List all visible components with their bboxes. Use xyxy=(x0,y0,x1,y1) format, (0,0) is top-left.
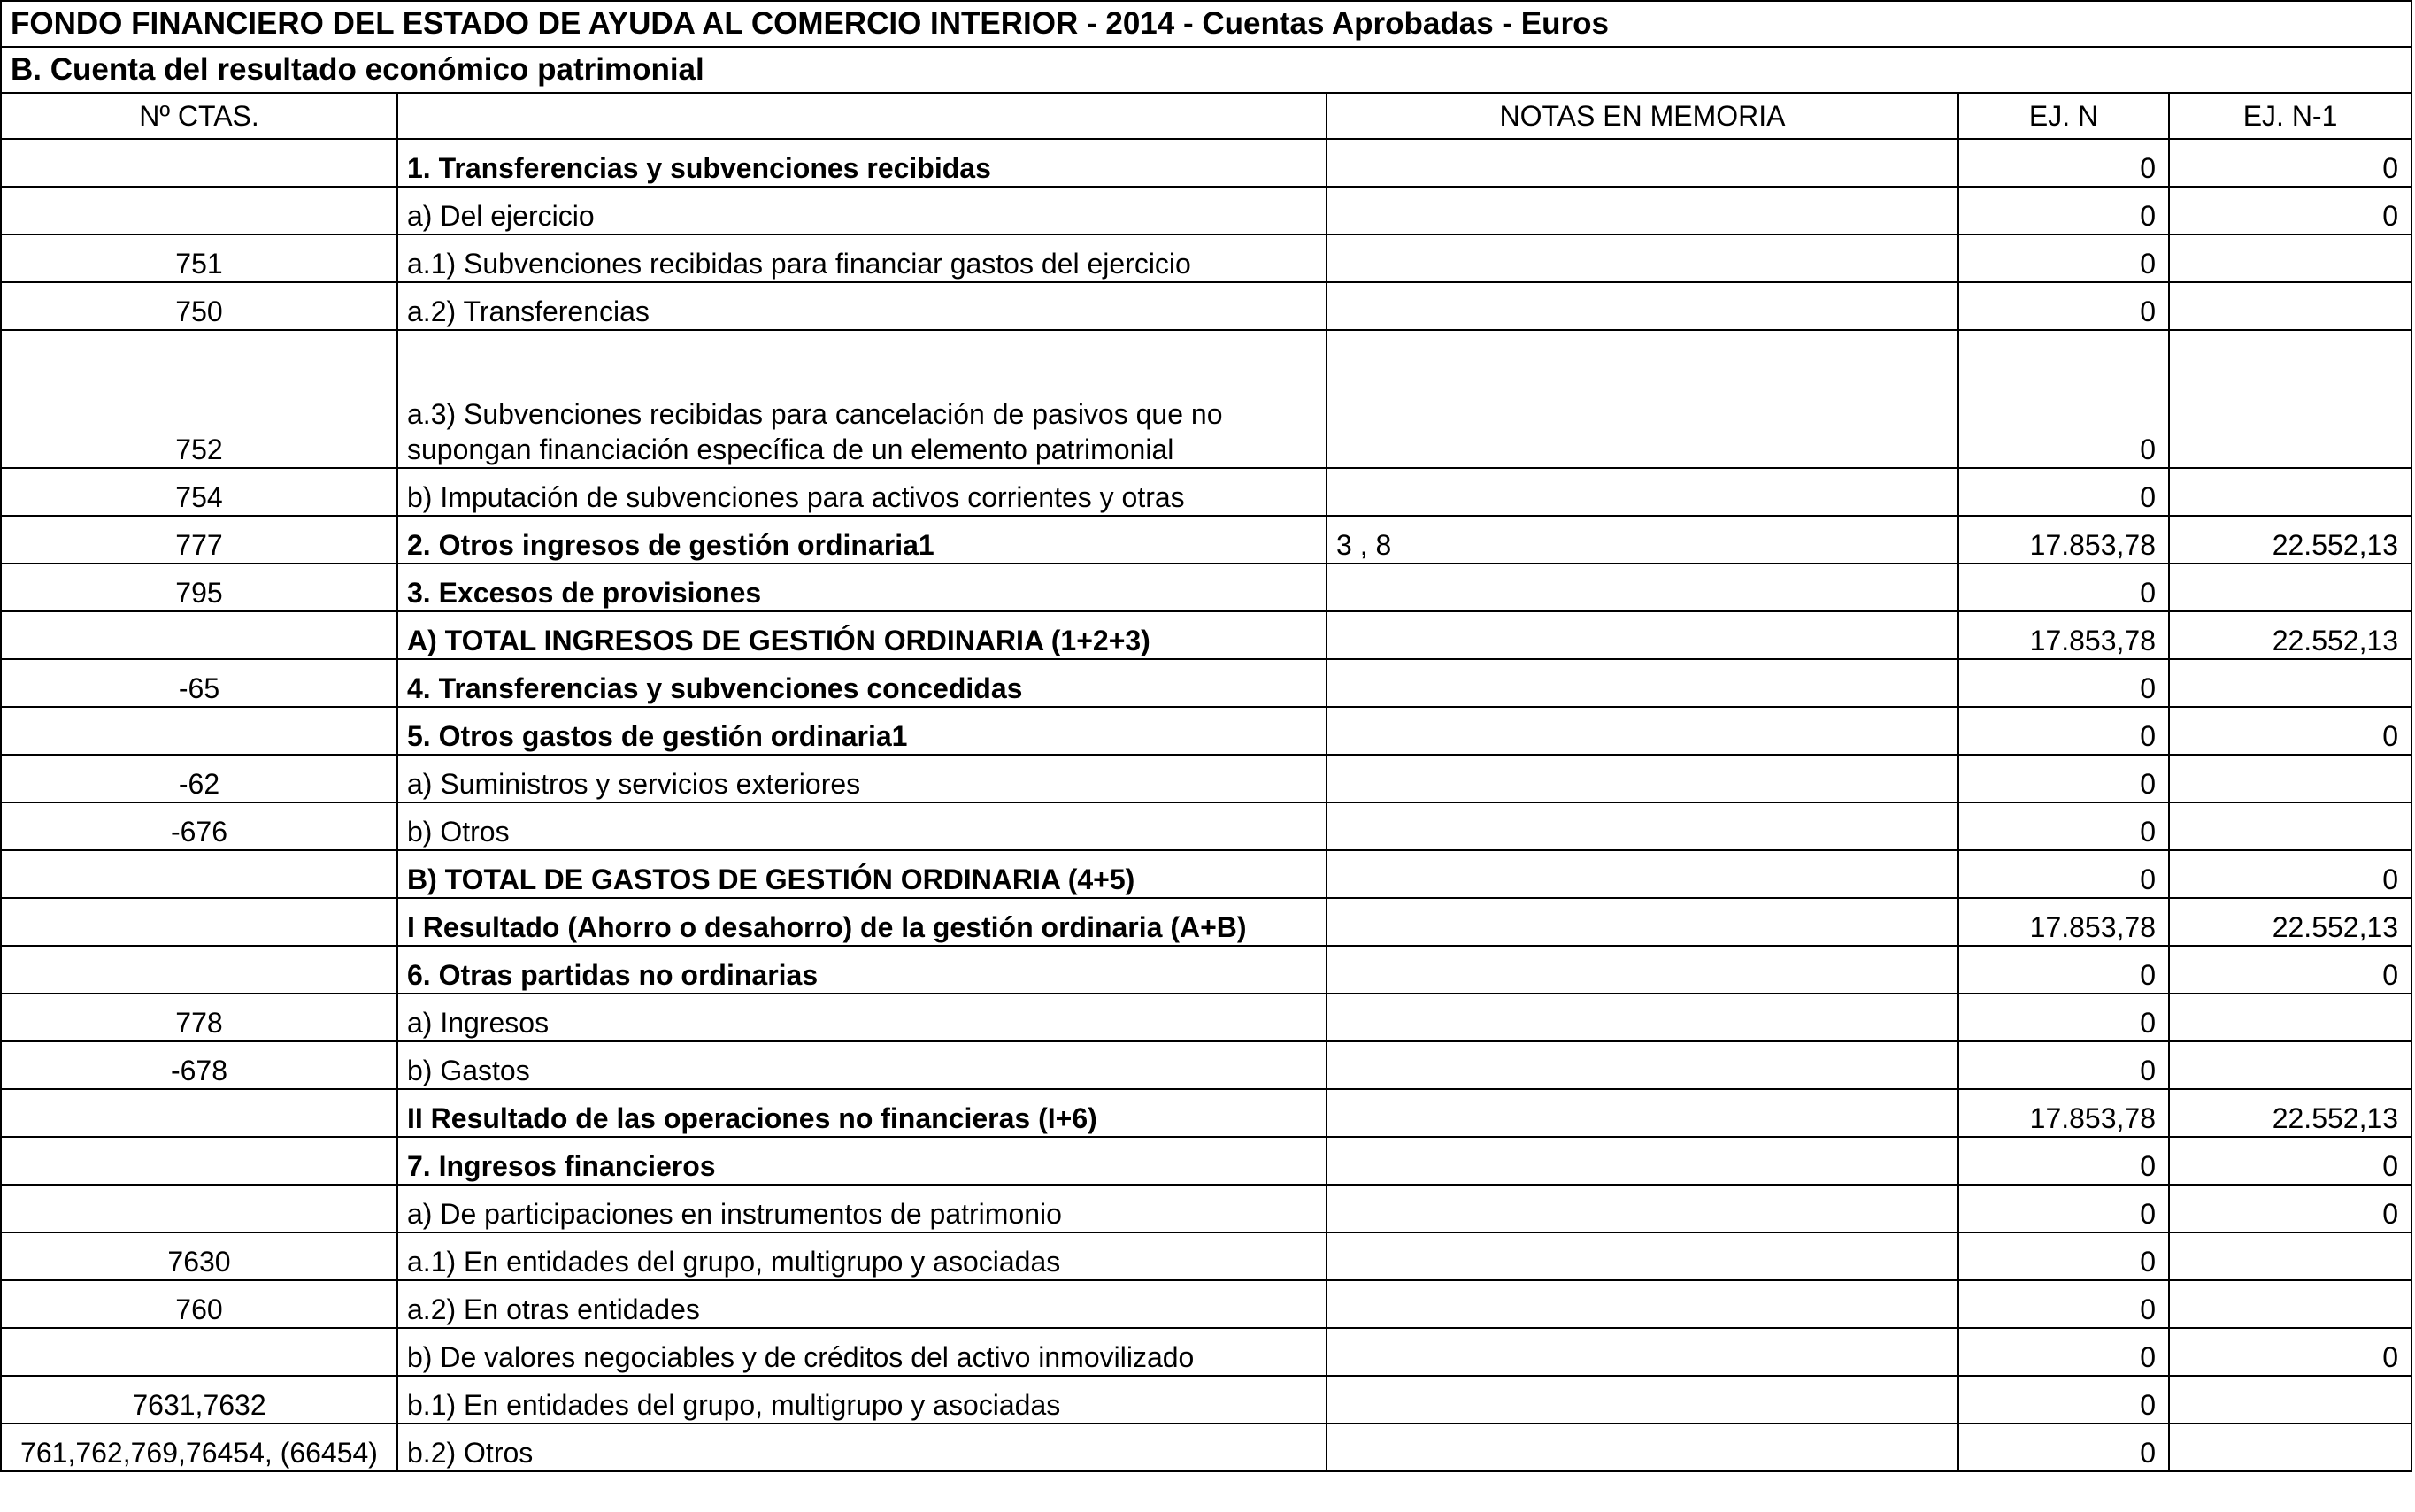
cell-ej-n1 xyxy=(2169,659,2411,707)
cell-ej-n: 0 xyxy=(1958,187,2169,234)
cell-notas xyxy=(1327,611,1958,659)
cell-concepto: 2. Otros ingresos de gestión ordinaria1 xyxy=(397,516,1327,564)
table-row xyxy=(1,1280,2411,1328)
cell-cuenta xyxy=(1,707,397,755)
cell-ej-n: 0 xyxy=(1958,946,2169,994)
cell-ej-n1: 0 xyxy=(2169,946,2411,994)
cell-cuenta xyxy=(1,1137,397,1185)
cell-cuenta xyxy=(1,1185,397,1232)
cell-cuenta: 795 xyxy=(1,564,397,611)
cell-cuenta: 7630 xyxy=(1,1232,397,1280)
cell-concepto: I Resultado (Ahorro o desahorro) de la gestión ordinaria (A+B) xyxy=(397,898,1327,946)
cell-cuenta: 778 xyxy=(1,994,397,1041)
cell-notas xyxy=(1327,1089,1958,1137)
table-row xyxy=(1,1328,2411,1376)
cell-cuenta: -62 xyxy=(1,755,397,802)
cell-ej-n1: 0 xyxy=(2169,1185,2411,1232)
cell-ej-n: 0 xyxy=(1958,707,2169,755)
cell-ej-n: 0 xyxy=(1958,564,2169,611)
cell-concepto: a.1) Subvenciones recibidas para financiar gastos del ejercicio xyxy=(397,234,1327,282)
cell-notas xyxy=(1327,234,1958,282)
table-row xyxy=(1,468,2411,516)
table-row xyxy=(1,1185,2411,1232)
table-row xyxy=(1,755,2411,802)
cell-notas xyxy=(1327,187,1958,234)
cell-concepto: a) Ingresos xyxy=(397,994,1327,1041)
cell-ej-n1: 22.552,13 xyxy=(2169,516,2411,564)
cell-notas xyxy=(1327,850,1958,898)
cell-notas xyxy=(1327,1280,1958,1328)
cell-ej-n1 xyxy=(2169,1041,2411,1089)
cell-cuenta: -676 xyxy=(1,802,397,850)
cell-ej-n: 0 xyxy=(1958,1185,2169,1232)
cell-concepto: 4. Transferencias y subvenciones concedidas xyxy=(397,659,1327,707)
cell-ej-n1: 0 xyxy=(2169,850,2411,898)
cell-ej-n: 0 xyxy=(1958,1424,2169,1471)
table-row xyxy=(1,187,2411,234)
cell-notas xyxy=(1327,755,1958,802)
cell-notas xyxy=(1327,659,1958,707)
cell-ej-n: 0 xyxy=(1958,755,2169,802)
cell-ej-n: 0 xyxy=(1958,1137,2169,1185)
cell-concepto: b) Otros xyxy=(397,802,1327,850)
cell-concepto: B) TOTAL DE GASTOS DE GESTIÓN ORDINARIA (4+5) xyxy=(397,850,1327,898)
cell-ej-n: 0 xyxy=(1958,282,2169,330)
cell-ej-n: 0 xyxy=(1958,1232,2169,1280)
cell-cuenta: -65 xyxy=(1,659,397,707)
cell-ej-n1: 22.552,13 xyxy=(2169,898,2411,946)
cell-notas xyxy=(1327,1137,1958,1185)
cell-notas: 3 , 8 xyxy=(1327,516,1958,564)
table-row xyxy=(1,516,2411,564)
cell-cuenta: 7631,7632 xyxy=(1,1376,397,1424)
cell-notas xyxy=(1327,282,1958,330)
cell-concepto: a.3) Subvenciones recibidas para cancelación de pasivos que no supongan financiación específica de un elemento patrimonial xyxy=(397,330,1327,468)
cell-ej-n1 xyxy=(2169,282,2411,330)
cell-ej-n1 xyxy=(2169,994,2411,1041)
cell-cuenta xyxy=(1,1328,397,1376)
cell-ej-n: 0 xyxy=(1958,234,2169,282)
cell-notas xyxy=(1327,802,1958,850)
sheet-title: FONDO FINANCIERO DEL ESTADO DE AYUDA AL COMERCIO INTERIOR - 2014 - Cuentas Aprobadas - Euros xyxy=(1,1,2411,47)
title-row xyxy=(1,1,2411,47)
cell-cuenta xyxy=(1,139,397,187)
header-concepto xyxy=(397,93,1327,139)
cell-concepto: a) Suministros y servicios exteriores xyxy=(397,755,1327,802)
header-ej-n1: EJ. N-1 xyxy=(2169,93,2411,139)
cell-ej-n: 0 xyxy=(1958,330,2169,468)
cell-notas xyxy=(1327,1232,1958,1280)
cell-ej-n1 xyxy=(2169,1424,2411,1471)
cell-concepto: b) De valores negociables y de créditos del activo inmovilizado xyxy=(397,1328,1327,1376)
table-row xyxy=(1,1376,2411,1424)
header-row xyxy=(1,93,2411,139)
cell-ej-n: 0 xyxy=(1958,1376,2169,1424)
cell-notas xyxy=(1327,564,1958,611)
cell-concepto: a) Del ejercicio xyxy=(397,187,1327,234)
table-row xyxy=(1,850,2411,898)
cell-cuenta xyxy=(1,946,397,994)
cell-notas xyxy=(1327,1424,1958,1471)
cell-notas xyxy=(1327,1185,1958,1232)
header-cuentas: Nº CTAS. xyxy=(1,93,397,139)
table-row xyxy=(1,1424,2411,1471)
cell-concepto: 3. Excesos de provisiones xyxy=(397,564,1327,611)
table-row xyxy=(1,994,2411,1041)
cell-concepto: 6. Otras partidas no ordinarias xyxy=(397,946,1327,994)
cell-ej-n: 0 xyxy=(1958,139,2169,187)
table-row xyxy=(1,1232,2411,1280)
cell-ej-n1: 0 xyxy=(2169,139,2411,187)
cell-ej-n1: 0 xyxy=(2169,707,2411,755)
table-row xyxy=(1,330,2411,468)
cell-ej-n: 0 xyxy=(1958,468,2169,516)
cell-cuenta: 752 xyxy=(1,330,397,468)
table-row xyxy=(1,611,2411,659)
subtitle-row xyxy=(1,47,2411,93)
cell-ej-n1 xyxy=(2169,1280,2411,1328)
table-row xyxy=(1,707,2411,755)
cell-concepto: 7. Ingresos financieros xyxy=(397,1137,1327,1185)
cell-notas xyxy=(1327,1041,1958,1089)
cell-notas xyxy=(1327,898,1958,946)
sheet-subtitle: B. Cuenta del resultado económico patrimonial xyxy=(1,47,2411,93)
cell-notas xyxy=(1327,139,1958,187)
cell-ej-n1 xyxy=(2169,755,2411,802)
cell-ej-n: 0 xyxy=(1958,1328,2169,1376)
cell-concepto: a) De participaciones en instrumentos de patrimonio xyxy=(397,1185,1327,1232)
cell-ej-n1 xyxy=(2169,234,2411,282)
cell-ej-n: 17.853,78 xyxy=(1958,1089,2169,1137)
cell-concepto: a.2) Transferencias xyxy=(397,282,1327,330)
cell-notas xyxy=(1327,1328,1958,1376)
table-row xyxy=(1,564,2411,611)
cell-concepto: 1. Transferencias y subvenciones recibidas xyxy=(397,139,1327,187)
cell-notas xyxy=(1327,1376,1958,1424)
cell-ej-n: 0 xyxy=(1958,1280,2169,1328)
cell-ej-n: 0 xyxy=(1958,994,2169,1041)
cell-notas xyxy=(1327,946,1958,994)
table-row xyxy=(1,1041,2411,1089)
cell-ej-n1: 0 xyxy=(2169,187,2411,234)
cell-cuenta: 751 xyxy=(1,234,397,282)
cell-ej-n: 0 xyxy=(1958,802,2169,850)
cell-ej-n1: 0 xyxy=(2169,1137,2411,1185)
cell-ej-n: 17.853,78 xyxy=(1958,898,2169,946)
cell-ej-n: 17.853,78 xyxy=(1958,611,2169,659)
cell-cuenta xyxy=(1,187,397,234)
cell-ej-n1 xyxy=(2169,1376,2411,1424)
cell-ej-n1 xyxy=(2169,802,2411,850)
cell-notas xyxy=(1327,994,1958,1041)
cell-cuenta: -678 xyxy=(1,1041,397,1089)
table-row xyxy=(1,946,2411,994)
cell-ej-n: 0 xyxy=(1958,659,2169,707)
cell-notas xyxy=(1327,330,1958,468)
cell-cuenta: 750 xyxy=(1,282,397,330)
cell-notas xyxy=(1327,468,1958,516)
cell-concepto: a.2) En otras entidades xyxy=(397,1280,1327,1328)
cell-cuenta: 760 xyxy=(1,1280,397,1328)
cell-concepto: 5. Otros gastos de gestión ordinaria1 xyxy=(397,707,1327,755)
cell-ej-n: 0 xyxy=(1958,850,2169,898)
table-row xyxy=(1,1137,2411,1185)
cell-concepto: b.1) En entidades del grupo, multigrupo y asociadas xyxy=(397,1376,1327,1424)
cell-ej-n1: 22.552,13 xyxy=(2169,611,2411,659)
cell-cuenta: 761,762,769,76454, (66454) xyxy=(1,1424,397,1471)
cell-concepto: b) Imputación de subvenciones para activos corrientes y otras xyxy=(397,468,1327,516)
cell-concepto: II Resultado de las operaciones no financieras (I+6) xyxy=(397,1089,1327,1137)
header-ej-n: EJ. N xyxy=(1958,93,2169,139)
cell-cuenta xyxy=(1,1089,397,1137)
table-row xyxy=(1,1089,2411,1137)
cell-concepto: b) Gastos xyxy=(397,1041,1327,1089)
table-row xyxy=(1,802,2411,850)
table-row xyxy=(1,659,2411,707)
cell-cuenta xyxy=(1,850,397,898)
table-row xyxy=(1,139,2411,187)
cell-cuenta xyxy=(1,611,397,659)
cell-cuenta: 777 xyxy=(1,516,397,564)
cell-concepto: A) TOTAL INGRESOS DE GESTIÓN ORDINARIA (1+2+3) xyxy=(397,611,1327,659)
table-row xyxy=(1,282,2411,330)
cell-ej-n1 xyxy=(2169,468,2411,516)
table-row xyxy=(1,898,2411,946)
cell-cuenta xyxy=(1,898,397,946)
cell-ej-n1 xyxy=(2169,1232,2411,1280)
table-body xyxy=(1,1,2411,1471)
header-notas: NOTAS EN MEMORIA xyxy=(1327,93,1958,139)
cell-ej-n1 xyxy=(2169,564,2411,611)
cell-notas xyxy=(1327,707,1958,755)
cell-concepto: b.2) Otros xyxy=(397,1424,1327,1471)
cell-ej-n: 0 xyxy=(1958,1041,2169,1089)
cell-concepto: a.1) En entidades del grupo, multigrupo y asociadas xyxy=(397,1232,1327,1280)
table-row xyxy=(1,234,2411,282)
cell-ej-n1: 22.552,13 xyxy=(2169,1089,2411,1137)
cell-ej-n1 xyxy=(2169,330,2411,468)
cell-ej-n1: 0 xyxy=(2169,1328,2411,1376)
cell-ej-n: 17.853,78 xyxy=(1958,516,2169,564)
cell-cuenta: 754 xyxy=(1,468,397,516)
